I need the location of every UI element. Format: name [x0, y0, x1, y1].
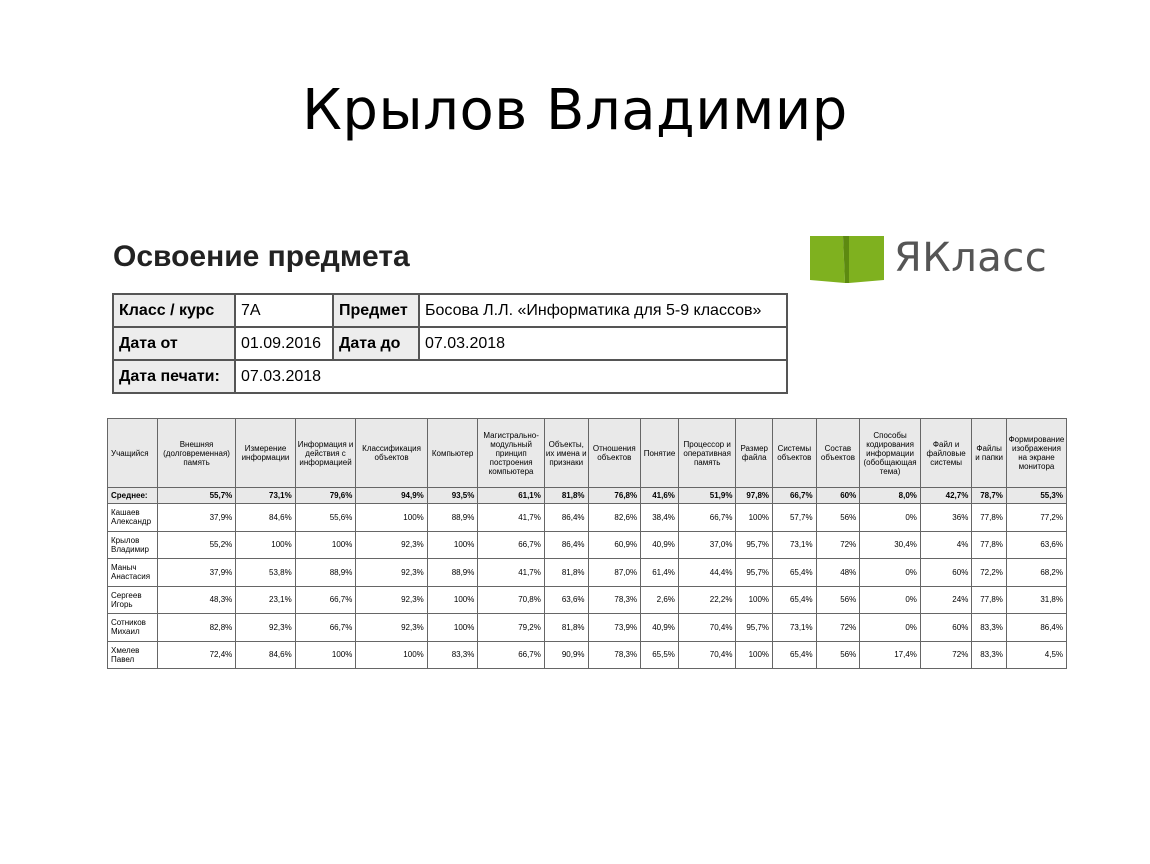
score-cell: 60% [816, 488, 860, 504]
score-cell: 60% [920, 614, 971, 642]
column-header: Информация и действия с информацией [295, 419, 356, 488]
score-cell: 82,6% [588, 504, 641, 532]
score-cell: 44,4% [678, 559, 736, 587]
score-cell: 55,2% [157, 531, 235, 559]
table-row [108, 614, 1067, 642]
score-cell: 100% [736, 586, 773, 614]
score-cell: 17,4% [860, 641, 921, 669]
column-header: Компьютер [427, 419, 478, 488]
score-cell: 78,7% [972, 488, 1007, 504]
score-cell: 82,8% [157, 614, 235, 642]
score-cell: 65,4% [773, 586, 817, 614]
score-cell: 72% [816, 531, 860, 559]
score-cell: 40,9% [641, 614, 679, 642]
score-cell: 95,7% [736, 559, 773, 587]
score-cell: 87,0% [588, 559, 641, 587]
column-header: Измерение информации [236, 419, 295, 488]
score-cell: 100% [736, 504, 773, 532]
score-cell: 92,3% [356, 614, 427, 642]
score-cell: 73,9% [588, 614, 641, 642]
score-cell: 93,5% [427, 488, 478, 504]
student-name: Хмелев Павел [108, 641, 158, 669]
score-cell: 48% [816, 559, 860, 587]
class-label: Класс / курс [113, 294, 235, 327]
yaklass-logo [810, 232, 1047, 284]
score-cell: 63,6% [1006, 531, 1066, 559]
score-cell: 24% [920, 586, 971, 614]
print-date-value: 07.03.2018 [235, 360, 787, 393]
score-cell: 100% [295, 641, 356, 669]
score-cell: 51,9% [678, 488, 736, 504]
score-cell: 56% [816, 586, 860, 614]
score-cell: 77,8% [972, 531, 1007, 559]
student-name: Маныч Анастасия [108, 559, 158, 587]
date-from-label: Дата от [113, 327, 235, 360]
score-cell: 56% [816, 641, 860, 669]
subject-value: Босова Л.Л. «Информатика для 5-9 классов» [419, 294, 787, 327]
score-cell: 95,7% [736, 531, 773, 559]
score-cell: 56% [816, 504, 860, 532]
score-cell: 84,6% [236, 504, 295, 532]
table-row [108, 559, 1067, 587]
slide-title: Крылов Владимир [302, 78, 848, 143]
score-cell: 94,9% [356, 488, 427, 504]
score-cell: 38,4% [641, 504, 679, 532]
score-cell: 81,8% [544, 559, 588, 587]
score-cell: 70,4% [678, 641, 736, 669]
score-cell: 70,8% [478, 586, 545, 614]
score-cell: 100% [356, 504, 427, 532]
column-header: Внешняя (долговременная) память [157, 419, 235, 488]
score-cell: 4% [920, 531, 971, 559]
score-cell: 4,5% [1006, 641, 1066, 669]
score-cell: 37,9% [157, 559, 235, 587]
score-cell: 40,9% [641, 531, 679, 559]
score-cell: 78,3% [588, 586, 641, 614]
column-header: Состав объектов [816, 419, 860, 488]
score-cell: 61,4% [641, 559, 679, 587]
score-cell: 88,9% [295, 559, 356, 587]
column-header: Классификация объектов [356, 419, 427, 488]
score-cell: 88,9% [427, 559, 478, 587]
score-cell: 41,7% [478, 559, 545, 587]
score-cell: 100% [427, 531, 478, 559]
info-table [112, 293, 788, 394]
student-name: Кашаев Александр [108, 504, 158, 532]
score-cell: 72,4% [157, 641, 235, 669]
score-cell: 83,3% [427, 641, 478, 669]
column-header: Объекты, их имена и признаки [544, 419, 588, 488]
score-cell: 66,7% [773, 488, 817, 504]
score-cell: 77,8% [972, 504, 1007, 532]
score-cell: 81,8% [544, 614, 588, 642]
page-heading: Освоение предмета [113, 240, 410, 273]
score-cell: 84,6% [236, 641, 295, 669]
score-cell: 2,6% [641, 586, 679, 614]
score-cell: 66,7% [478, 531, 545, 559]
score-cell: 66,7% [295, 586, 356, 614]
score-cell: 92,3% [356, 531, 427, 559]
score-cell: 41,6% [641, 488, 679, 504]
score-cell: 60,9% [588, 531, 641, 559]
score-cell: 65,4% [773, 641, 817, 669]
score-cell: 57,7% [773, 504, 817, 532]
score-cell: 55,6% [295, 504, 356, 532]
score-cell: 65,5% [641, 641, 679, 669]
column-header: Способы кодирования информации (обобщающая тема) [860, 419, 921, 488]
table-row [108, 641, 1067, 669]
column-header: Размер файла [736, 419, 773, 488]
score-cell: 22,2% [678, 586, 736, 614]
student-name: Сотников Михаил [108, 614, 158, 642]
score-cell: 77,2% [1006, 504, 1066, 532]
column-header: Понятие [641, 419, 679, 488]
date-from-value: 01.09.2016 [235, 327, 333, 360]
score-cell: 90,9% [544, 641, 588, 669]
score-cell: 100% [236, 531, 295, 559]
table-row [108, 531, 1067, 559]
score-cell: 92,3% [236, 614, 295, 642]
score-cell: 77,8% [972, 586, 1007, 614]
score-cell: 73,1% [773, 531, 817, 559]
student-name: Крылов Владимир [108, 531, 158, 559]
score-cell: 97,8% [736, 488, 773, 504]
score-cell: 86,4% [544, 504, 588, 532]
score-cell: 0% [860, 614, 921, 642]
column-header: Файлы и папки [972, 419, 1007, 488]
score-cell: 53,8% [236, 559, 295, 587]
score-cell: 42,7% [920, 488, 971, 504]
table-row [108, 504, 1067, 532]
score-cell: 63,6% [544, 586, 588, 614]
student-name: Сергеев Игорь [108, 586, 158, 614]
class-value: 7А [235, 294, 333, 327]
score-cell: 30,4% [860, 531, 921, 559]
score-cell: 100% [427, 614, 478, 642]
score-cell: 41,7% [478, 504, 545, 532]
score-cell: 100% [736, 641, 773, 669]
score-cell: 86,4% [544, 531, 588, 559]
score-cell: 100% [356, 641, 427, 669]
score-cell: 37,9% [157, 504, 235, 532]
column-header: Отношения объектов [588, 419, 641, 488]
score-cell: 79,6% [295, 488, 356, 504]
score-cell: 86,4% [1006, 614, 1066, 642]
column-header: Файл и файловые системы [920, 419, 971, 488]
score-cell: 60% [920, 559, 971, 587]
column-header: Магистрально-модульный принцип построения компьютера [478, 419, 545, 488]
score-cell: 79,2% [478, 614, 545, 642]
average-row [108, 488, 1067, 504]
score-cell: 100% [295, 531, 356, 559]
score-cell: 88,9% [427, 504, 478, 532]
score-cell: 70,4% [678, 614, 736, 642]
score-cell: 0% [860, 504, 921, 532]
score-cell: 92,3% [356, 586, 427, 614]
logo-text: ЯКласс [894, 235, 1048, 281]
subject-label: Предмет [333, 294, 419, 327]
score-cell: 36% [920, 504, 971, 532]
score-cell: 66,7% [478, 641, 545, 669]
score-cell: 66,7% [678, 504, 736, 532]
score-cell: 8,0% [860, 488, 921, 504]
score-cell: 65,4% [773, 559, 817, 587]
table-row [108, 586, 1067, 614]
score-cell: 100% [427, 586, 478, 614]
score-cell: 78,3% [588, 641, 641, 669]
score-cell: 83,3% [972, 641, 1007, 669]
open-book-icon [810, 233, 884, 283]
score-cell: 48,3% [157, 586, 235, 614]
score-cell: 68,2% [1006, 559, 1066, 587]
date-to-value: 07.03.2018 [419, 327, 787, 360]
progress-table-container [107, 418, 1067, 669]
progress-table [107, 418, 1067, 669]
score-cell: 61,1% [478, 488, 545, 504]
score-cell: 31,8% [1006, 586, 1066, 614]
score-cell: 23,1% [236, 586, 295, 614]
print-date-label: Дата печати: [113, 360, 235, 393]
score-cell: 0% [860, 586, 921, 614]
score-cell: 72,2% [972, 559, 1007, 587]
score-cell: 72% [816, 614, 860, 642]
column-header: Формирование изображения на экране монитора [1006, 419, 1066, 488]
date-to-label: Дата до [333, 327, 419, 360]
column-header: Процессор и оперативная память [678, 419, 736, 488]
score-cell: 83,3% [972, 614, 1007, 642]
score-cell: 0% [860, 559, 921, 587]
score-cell: 73,1% [773, 614, 817, 642]
score-cell: 81,8% [544, 488, 588, 504]
score-cell: 55,3% [1006, 488, 1066, 504]
score-cell: 95,7% [736, 614, 773, 642]
score-cell: 72% [920, 641, 971, 669]
score-cell: 73,1% [236, 488, 295, 504]
student-name: Среднее: [108, 488, 158, 504]
score-cell: 55,7% [157, 488, 235, 504]
score-cell: 66,7% [295, 614, 356, 642]
score-cell: 76,8% [588, 488, 641, 504]
column-header: Учащийся [108, 419, 158, 488]
score-cell: 37,0% [678, 531, 736, 559]
score-cell: 92,3% [356, 559, 427, 587]
column-header: Системы объектов [773, 419, 817, 488]
